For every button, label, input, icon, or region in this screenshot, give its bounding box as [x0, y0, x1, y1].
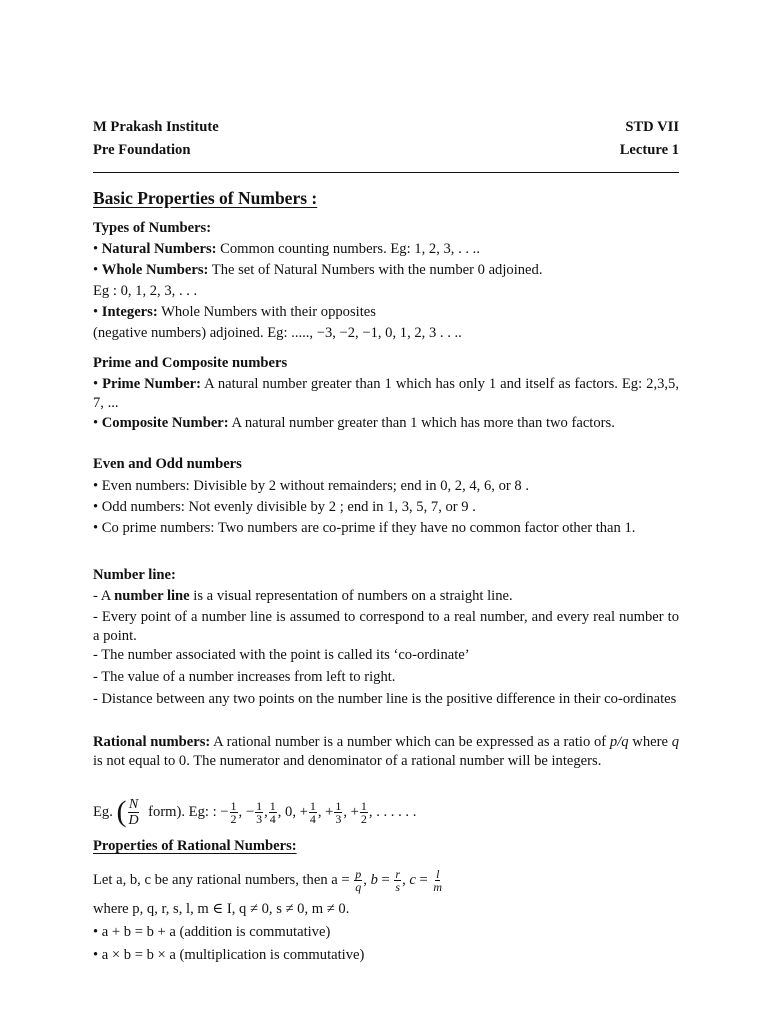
institute-name: M Prakash Institute	[93, 119, 219, 135]
lecture-label: Lecture 1	[619, 142, 679, 158]
n-over-d-fraction: $\frac{N}{D}$	[128, 796, 139, 828]
number-line-heading: Number line:	[93, 567, 176, 583]
fraction-pos-third: $\frac{1}{3}$	[335, 798, 342, 826]
prime-section	[93, 354, 679, 433]
types-section	[93, 219, 679, 343]
number-line-point-2: - Every point of a number line is assumed to correspond to a real number, and every real number to a point.	[93, 609, 679, 644]
even-numbers-item: • Even numbers: Divisible by 2 without remainders; end in 0, 2, 4, 6, or 8 .	[93, 478, 529, 494]
number-line-point-5: - Distance between any two points on the number line is the positive difference in their co-ordinates	[93, 691, 677, 707]
whole-numbers-example: Eg : 0, 1, 2, 3, . . .	[93, 283, 198, 299]
number-line-section	[93, 566, 679, 709]
commutative-addition: • a + b = b + a (addition is commutative)	[93, 924, 331, 940]
header-divider	[93, 172, 679, 173]
whole-numbers-item: • Whole Numbers: The set of Natural Numbers with the number 0 adjoined.	[93, 262, 543, 278]
even-odd-section	[93, 455, 679, 538]
standard-label: STD VII	[625, 119, 679, 135]
natural-numbers-item: • Natural Numbers: Common counting numbers. Eg: 1, 2, 3, . . ..	[93, 241, 480, 257]
properties-section	[93, 837, 679, 856]
number-line-point-1: - A number line is a visual representation of numbers on a straight line.	[93, 588, 513, 604]
odd-numbers-item: • Odd numbers: Not evenly divisible by 2 ; end in 1, 3, 5, 7, or 9 .	[93, 499, 476, 515]
let-statement: Let a, b, c be any rational numbers, then a = $\frac{p}{q}$ , b = $\frac{r}{s}$ , c = $\frac{l}{m}$	[93, 866, 443, 894]
header-row-2	[93, 141, 679, 160]
commutative-multiplication: • a × b = b × a (multiplication is commutative)	[93, 947, 365, 963]
header-row-1	[93, 118, 679, 137]
coprime-numbers-item: • Co prime numbers: Two numbers are co-prime if they have no common factor other than 1.	[93, 520, 636, 536]
where-statement: where p, q, r, s, l, m ∈ I, q ≠ 0, s ≠ 0, m ≠ 0.	[93, 901, 350, 917]
number-line-point-3: - The number associated with the point is called its ‘co-ordinate’	[93, 647, 470, 663]
integers-item: • Integers: Whole Numbers with their opposites	[93, 304, 376, 320]
rational-section	[93, 733, 679, 771]
page-title: Basic Properties of Numbers :	[93, 188, 318, 208]
properties-list	[93, 900, 679, 965]
course-name: Pre Foundation	[93, 142, 191, 158]
fraction-pos-quarter: $\frac{1}{4}$	[309, 798, 316, 826]
even-odd-heading: Even and Odd numbers	[93, 456, 242, 472]
fraction-neg-half: $\frac{1}{2}$	[230, 798, 237, 826]
rational-definition: Rational numbers: A rational number is a number which can be expressed as a ratio of p/q where q is not equal to 0. The numerator and denominator of a rational number will be integers.	[93, 734, 679, 769]
fraction-quarter: $\frac{1}{4}$	[269, 798, 276, 826]
prime-heading: Prime and Composite numbers	[93, 355, 288, 371]
fraction-neg-third: $\frac{1}{3}$	[256, 798, 263, 826]
fraction-pos-half: $\frac{1}{2}$	[360, 798, 367, 826]
rational-example: Eg. ( $\frac{N}{D}$ form). Eg: : − $\frac{1}{2}$ , − $\frac{1}{3}$ , $\frac{1}{4}$ , 0, + $\frac{1}{4}$ , + $\frac{1}{3}$ , + $\frac{1}{2}$ , . . . . . .	[93, 795, 417, 828]
composite-number-item: • Composite Number: A natural number greater than 1 which has more than two factors.	[93, 415, 615, 431]
properties-heading: Properties of Rational Numbers:	[93, 838, 297, 854]
integers-example: (negative numbers) adjoined. Eg: ....., −3, −2, −1, 0, 1, 2, 3 . . ..	[93, 325, 462, 341]
number-line-point-4: - The value of a number increases from left to right.	[93, 669, 396, 685]
types-heading: Types of Numbers:	[93, 220, 212, 236]
prime-number-item: • Prime Number: A natural number greater than 1 which has only 1 and itself as factors. Eg: 2,3,5, 7, ...	[93, 376, 679, 411]
